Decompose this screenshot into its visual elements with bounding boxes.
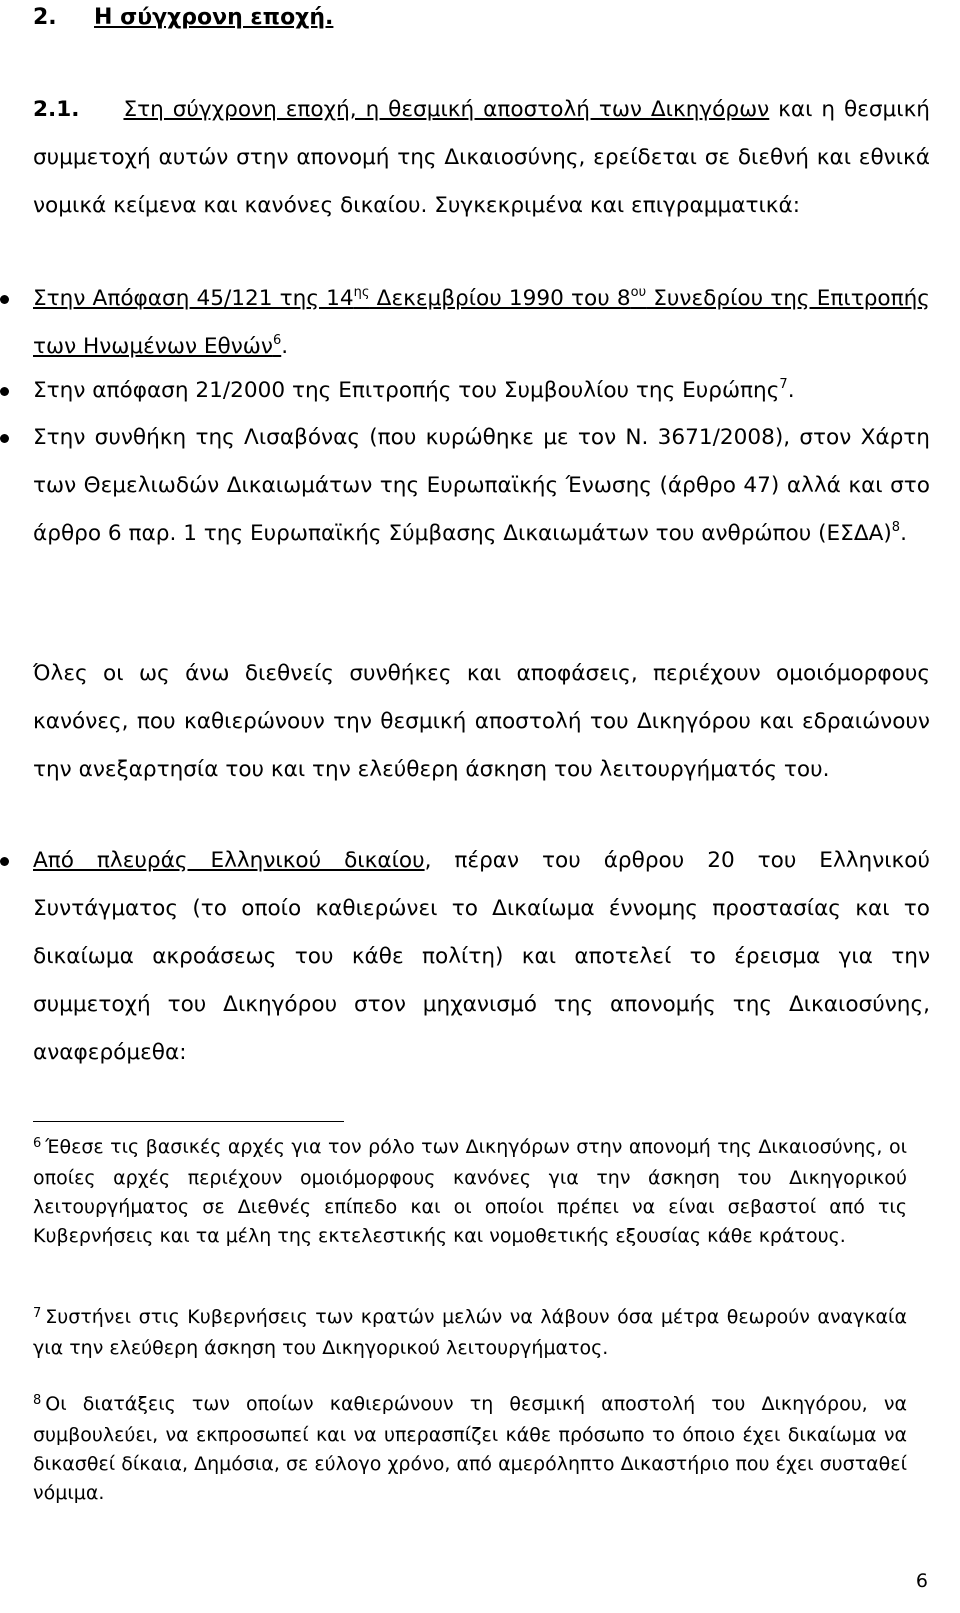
section-number: 2. bbox=[33, 5, 57, 30]
bullet-underlined-text: Από πλευράς Ελληνικού δικαίου bbox=[33, 848, 425, 873]
footnote-number: 8 bbox=[33, 1393, 42, 1408]
section-heading bbox=[33, 2, 333, 34]
page-number: 6 bbox=[915, 1570, 928, 1592]
footnote-6 bbox=[33, 1133, 907, 1251]
footnote-text: Έθεσε τις βασικές αρχές για τον ρόλο των Δικηγόρων στην απονομή της Δικαιοσύνης, οι οποίες αρχές περιέχουν ομοιόμορφους κανόνες για την άσκηση του Δικηγορικού λειτουργήματος σε Διεθνές επίπεδο και οι οποίοι πρέπει να είναι σεβαστοί από τις Κυβερνήσεις και τα μέλη της εκτελεστικής και νομοθετικής εξουσίας κάθε κράτους. bbox=[33, 1136, 907, 1247]
footnote-ref: 8 bbox=[891, 519, 901, 535]
subsection-number: 2.1. bbox=[33, 97, 80, 122]
footnote-text: Συστήνει στις Κυβερνήσεις των κρατών μελών να λάβουν όσα μέτρα θεωρούν αναγκαία για την ελεύθερη άσκηση του Δικηγορικού λειτουργήματος. bbox=[33, 1306, 907, 1359]
bullet-text-2: Στην απόφαση 21/2000 της Επιτροπής του Συμβουλίου της Ευρώπης bbox=[33, 378, 780, 403]
footnote-ref: 7 bbox=[779, 376, 788, 392]
bullet-text-4: , πέραν του άρθρου 20 του Ελληνικού Συντάγματος (το οποίο καθιερώνει το Δικαίωμα έννομης προστασίας και το δικαίωμα ακροάσεως του κάθε πολίτη) και αποτελεί το έρεισμα για την συμμετοχή του Δικηγόρου στον μηχανισμό της απονομής της Δικαιοσύνης, αναφερόμεθα: bbox=[33, 848, 930, 1065]
list-item: Στην συνθήκη της Λισαβόνας (που κυρώθηκε με τον Ν. 3671/2008), στον Χάρτη των Θεμελιωδών Δικαιωμάτων της Ευρωπαϊκής Ένωσης (άρθρο 47) αλλά και στο άρθρο 6 παρ. 1 της Ευρωπαϊκής Σύμβασης Δικαιωμάτων του ανθρώπου $(E\Sigma\Delta A)^8$. bbox=[33, 414, 930, 558]
footnote-8 bbox=[33, 1390, 907, 1508]
footnote-separator bbox=[33, 1121, 344, 1122]
bullet-text-3: Στην συνθήκη της Λισαβόνας (που κυρώθηκε με τον Ν. 3671/2008), στον Χάρτη των Θεμελιωδών Δικαιωμάτων της Ευρωπαϊκής Ένωσης (άρθρο 47) αλλά και στο άρθρο 6 παρ. 1 της Ευρωπαϊκής Σύμβασης Δικαιωμάτων του ανθρώπου (ΕΣΔΑ) bbox=[33, 425, 930, 546]
list-item: Στην απόφαση 21/2000 της Επιτροπής του Συμβουλίου της Ευρώπης$^7$. bbox=[33, 367, 930, 415]
list-item: Στην Απόφαση 45/121 της $14^{\eta\varsigma}$ Δεκεμβρίου 1990 του $8^{o\upsilon}$ Συνεδρίου της Επιτροπής των Ηνωμένων Εθνών$^6$. bbox=[33, 275, 930, 371]
bullet-icon bbox=[0, 434, 12, 446]
footnote-number: 7 bbox=[33, 1306, 42, 1321]
superscript: ου bbox=[630, 284, 647, 300]
paragraph: Όλες οι ως άνω διεθνείς συνθήκες και αποφάσεις, περιέχουν ομοιόμορφους κανόνες, που καθιερώνουν την θεσμική αποστολή του Δικηγόρου και εδραιώνουν την ανεξαρτησία του και την ελεύθερη άσκηση του λειτουργήματός του. bbox=[33, 661, 930, 782]
bullet-text-1: Στην Απόφαση 45/121 της $14^{\eta\varsigma}$ Δεκεμβρίου 1990 του $8^{o\upsilon}$ Συνεδρίου της Επιτροπής των Ηνωμένων Εθνών$^6$ bbox=[33, 284, 930, 359]
intro-paragraph bbox=[33, 86, 930, 230]
list-item bbox=[33, 837, 930, 1077]
section-title: Η σύγχρονη εποχή. bbox=[94, 5, 334, 30]
footnote-ref: 6 bbox=[272, 332, 282, 348]
superscript: ης bbox=[353, 284, 370, 300]
bullet-icon bbox=[0, 387, 12, 399]
footnote-7 bbox=[33, 1303, 907, 1363]
footnote-text: Οι διατάξεις των οποίων καθιερώνουν τη θεσμική αποστολή του Δικηγόρου, να συμβουλεύει, να εκπροσωπεί και να υπερασπίζει κάθε πρόσωπο το όποιο έχει δικαίωμα να δικασθεί δίκαια, Δημόσια, σε εύλογο χρόνο, από αμερόληπτο Δικαστήριο που έχει συσταθεί νόμιμα. bbox=[33, 1393, 907, 1504]
bullet-icon bbox=[0, 857, 12, 869]
footnote-number: 6 bbox=[33, 1136, 42, 1151]
bullet-icon bbox=[0, 295, 12, 307]
intro-underlined-text: Στη σύγχρονη εποχή, η θεσμική αποστολή των Δικηγόρων bbox=[123, 97, 770, 122]
intro-text: και η θεσμική συμμετοχή αυτών στην απονομή της Δικαιοσύνης, ερείδεται σε διεθνή και εθνικά νομικά κείμενα και κανόνες δικαίου. Συγκεκριμένα και επιγραμματικά: bbox=[33, 97, 930, 218]
